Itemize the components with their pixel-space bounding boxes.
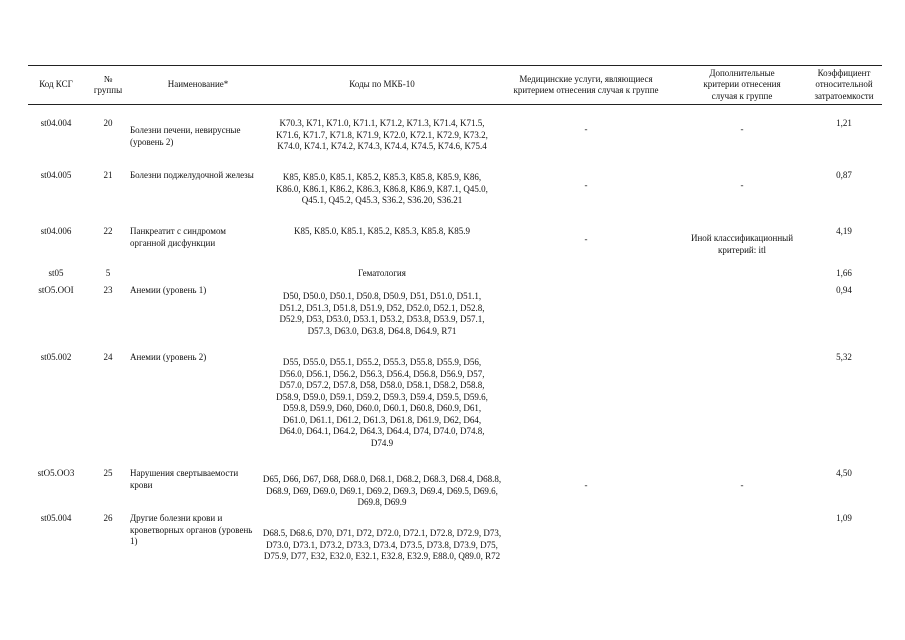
row-coefficient: 4,50 xyxy=(836,468,852,478)
row-name: Нарушения свертываемости крови xyxy=(130,468,239,490)
row-extra-criteria: - xyxy=(740,124,744,134)
row-code: stO5.OOI xyxy=(38,285,74,295)
header-num-line2: группы xyxy=(93,85,123,95)
row-group-number: 22 xyxy=(103,226,113,236)
row-services: - xyxy=(584,480,588,490)
row-mkb-codes: D65, D66, D67, D68, D68.0, D68.1, D68.2, D68.3, D68.4, D68.8, D68.9, D69, D69.0, D69.1, D69.2, D69.3, D69.4, D69.5, D69.6, D69.8, D69.9 xyxy=(262,474,502,507)
header-coef-line1: Коэффициент xyxy=(817,67,871,78)
header-coef-line2: относительной xyxy=(815,79,873,90)
row-code: st05.004 xyxy=(40,513,72,523)
row-services: - xyxy=(584,180,588,190)
row-code: stO5.OO3 xyxy=(37,468,75,478)
row-mkb-codes: K85, K85.0, K85.1, K85.2, K85.3, K85.8, K85.9 xyxy=(294,226,470,236)
row-coefficient: 0,94 xyxy=(836,285,852,295)
row-group-number: 26 xyxy=(103,513,113,523)
row-name: Болезни печени, невирусные (уровень 2) xyxy=(130,125,241,147)
row-mkb-codes: D55, D55.0, D55.1, D55.2, D55.3, D55.8, D55.9, D56, D56.0, D56.1, D56.2, D56.3, D56.4, D56.8, D56.9, D57, D57.0, D57.2, D57.8, D58, D58.0, D58.1, D58.2, D58.8, D58.9, D59.0, D59.1, D59.2, D59.3, D59.4, D59.5, D59.6, D59.8, D59.9, D60, D60.0, D60.1, D60.8, D60.9, D61, D61.0, D61.1, D61.2, D61.3, D61.8, D61.9, D62, D64, D64.0, D64.1, D64.2, D64.3, D64.4, D74, D74.0, D74.8, D74.9 xyxy=(276,357,488,448)
row-code: st04.005 xyxy=(40,170,72,180)
row-code: st04.006 xyxy=(40,226,72,236)
row-services: - xyxy=(584,234,588,244)
row-code: st04.004 xyxy=(40,118,72,128)
section-group-number: 5 xyxy=(105,268,111,278)
row-code: st05.002 xyxy=(40,352,72,362)
row-group-number: 20 xyxy=(103,118,113,128)
section-title: Гематология xyxy=(358,268,406,278)
row-mkb-codes: K85, K85.0, K85.1, K85.2, K85.3, K85.8, K85.9, K86, K86.0, K86.1, K86.2, K86.3, K86.8, K86.9, K87.1, Q45.0, Q45.1, Q45.2, Q45.3, S36.2, S36.20, S36.21 xyxy=(276,172,488,205)
header-code xyxy=(28,68,84,102)
row-name: Анемии (уровень 2) xyxy=(130,352,207,362)
table-header-rule xyxy=(28,104,882,105)
row-extra-criteria: - xyxy=(740,480,744,490)
row-mkb-codes: K70.3, K71, K71.0, K71.1, K71.2, K71.3, K71.4, K71.5, K71.6, K71.7, K71.8, K71.9, K72.0, K72.1, K72.9, K73.2, K74.0, K74.1, K74.2, K74.3, K74.4, K74.5, K74.6, K75.4 xyxy=(276,118,488,151)
header-services-line2: критерием отнесения случая к группе xyxy=(513,85,659,95)
row-coefficient: 4,19 xyxy=(836,226,852,236)
row-services: - xyxy=(584,124,588,134)
header-code-text: Код КСГ xyxy=(39,79,73,90)
row-name: Панкреатит с синдромом органной дисфункции xyxy=(130,226,226,248)
row-coefficient: 1,09 xyxy=(836,513,852,523)
header-services-line1: Медицинские услуги, являющиеся xyxy=(519,73,653,84)
row-name: Другие болезни крови и кроветворных органов (уровень 1) xyxy=(130,513,253,546)
header-extra-line3: случая к группе xyxy=(711,90,773,101)
header-extra-criteria xyxy=(680,66,804,104)
row-coefficient: 5,32 xyxy=(836,352,852,362)
row-group-number: 24 xyxy=(103,352,113,362)
row-extra-criteria: Иной классификационный критерий: itl xyxy=(690,233,794,255)
row-mkb-codes: D68.5, D68.6, D70, D71, D72, D72.0, D72.1, D72.8, D72.9, D73, D73.0, D73.1, D73.2, D73.3, D73.4, D73.5, D73.8, D73.9, D75, D75.9, D77, E32, E32.0, E32.1, E32.8, E32.9, E88.0, Q89.0, R72 xyxy=(262,528,502,561)
header-name xyxy=(130,68,266,102)
row-group-number: 25 xyxy=(103,468,113,478)
header-num-line1: № xyxy=(103,73,113,84)
section-code: st05 xyxy=(48,268,64,278)
header-mkb xyxy=(270,68,494,102)
row-name: Болезни поджелудочной железы xyxy=(130,170,254,180)
row-group-number: 21 xyxy=(103,170,113,180)
section-coefficient: 1,66 xyxy=(836,268,852,278)
row-coefficient: 0,87 xyxy=(836,170,852,180)
header-services xyxy=(496,68,676,102)
row-name: Анемии (уровень 1) xyxy=(130,285,207,295)
row-group-number: 23 xyxy=(103,285,113,295)
header-group-number xyxy=(90,68,126,102)
header-name-text: Наименование* xyxy=(167,79,229,90)
row-mkb-codes: D50, D50.0, D50.1, D50.8, D50.9, D51, D51.0, D51.1, D51.2, D51.3, D51.8, D51.9, D52, D52.0, D52.1, D52.8, D52.9, D53, D53.0, D53.1, D53.2, D53.8, D53.9, D57.1, D57.3, D63.0, D63.8, D64.8, D64.9, R71 xyxy=(279,291,485,336)
header-coefficient xyxy=(806,66,882,104)
row-extra-criteria: - xyxy=(740,180,744,190)
header-extra-line2: критерии отнесения xyxy=(703,79,781,90)
header-coef-line3: затратоемкости xyxy=(814,90,874,101)
header-mkb-text: Коды по МКБ-10 xyxy=(349,79,415,90)
row-coefficient: 1,21 xyxy=(836,118,852,128)
header-extra-line1: Дополнительные xyxy=(709,67,775,78)
